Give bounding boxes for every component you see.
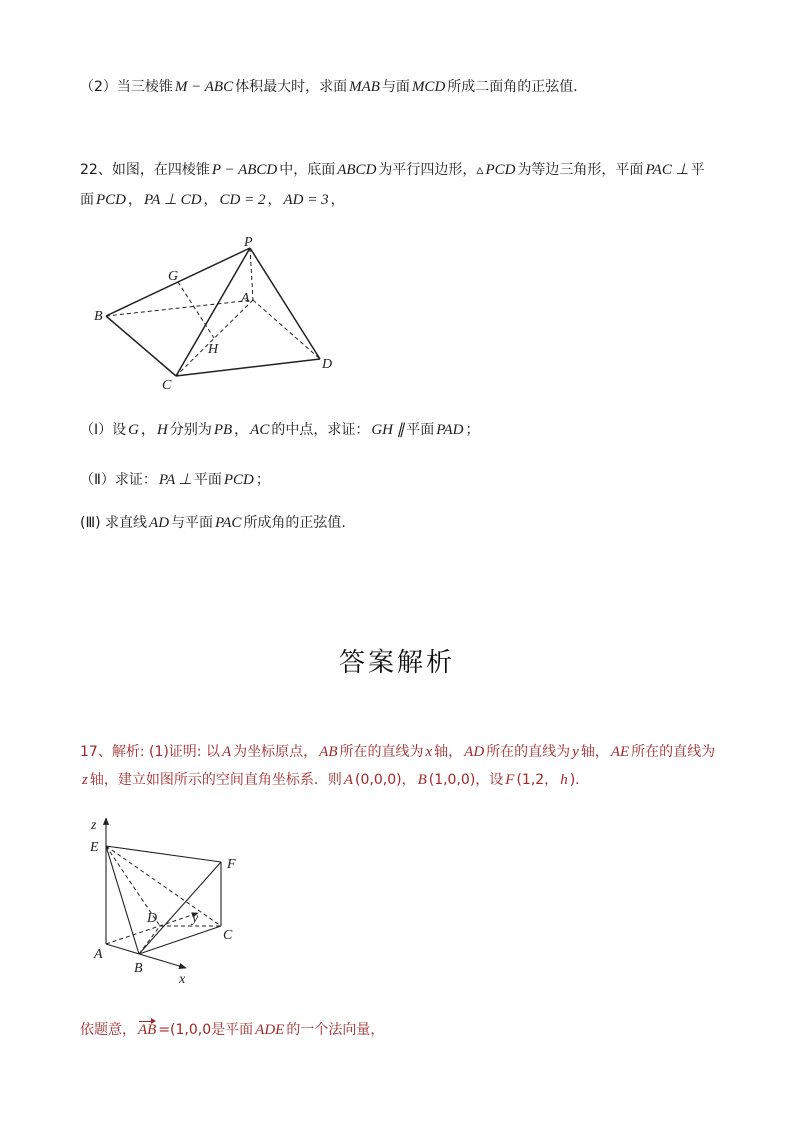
text-run: ，: [234, 422, 249, 438]
edge-pd: [250, 248, 320, 359]
text-run: 平面: [406, 422, 435, 438]
text-run: (Ⅲ) 求直线: [80, 515, 148, 531]
label-z: z: [91, 818, 97, 833]
text-run: ；: [255, 472, 270, 488]
text-run: 平: [690, 162, 705, 178]
math-expression: MCD: [411, 79, 446, 95]
q21-part2-text: [80, 77, 587, 97]
q22-part2-text: [80, 470, 270, 490]
vector-notation: AB: [138, 1022, 157, 1038]
text-run: 所在的直线为: [486, 744, 571, 760]
text-run: ▵: [476, 162, 484, 178]
text-run: 与面: [381, 79, 410, 95]
q22-part3-text: [80, 513, 346, 533]
label-b: B: [94, 309, 103, 324]
coordinate-figure: [85, 810, 255, 990]
text-run: 体积最大时，求面: [235, 79, 348, 95]
math-expression: ABCD: [337, 162, 377, 178]
math-expression: A: [343, 772, 354, 788]
math-expression: PCD: [485, 162, 516, 178]
text-run: 所成二面角的正弦值．: [447, 79, 588, 95]
q17-solution-line3: [80, 1020, 384, 1040]
text-run: (1,2，: [516, 772, 559, 788]
math-expression: F: [505, 772, 515, 788]
answer-section-title: 答案解析: [338, 648, 455, 678]
math-expression: CD = 2: [219, 192, 266, 208]
text-run: ，: [140, 422, 155, 438]
text-run: 为坐标原点，: [233, 744, 318, 760]
math-expression: PAC ⊥: [645, 162, 689, 178]
text-run: 依题意，: [80, 1022, 136, 1038]
label-x: x: [179, 972, 186, 987]
text-run: （Ⅰ）设: [80, 422, 127, 438]
text-run: 17、解析: (1)证明: 以: [80, 744, 220, 760]
math-expression: AD: [464, 744, 485, 760]
math-expression: PA ⊥: [158, 472, 192, 488]
q22-stem-line1: [80, 160, 705, 180]
label-y: y: [192, 911, 199, 926]
math-expression: AD: [149, 515, 170, 531]
math-expression: B: [417, 772, 427, 788]
edge-ac: [176, 300, 253, 376]
math-expression: PCD: [223, 472, 254, 488]
edge-ef: [106, 846, 221, 862]
label-e: E: [90, 840, 99, 855]
math-expression: PAD: [436, 422, 464, 438]
text-run: 22、如图，在四棱锥: [80, 162, 210, 178]
math-expression: h: [560, 772, 568, 788]
text-run: 所在的直线为: [631, 744, 716, 760]
pyramid-figure: [80, 225, 350, 395]
math-expression: AE: [610, 744, 630, 760]
edge-pa: [250, 248, 253, 300]
text-run: 与平面: [171, 515, 214, 531]
text-run: 所在的直线为: [339, 744, 424, 760]
q22-part1-text: [80, 420, 479, 440]
text-run: 的一个法向量，: [286, 1022, 385, 1038]
text-run: ，: [128, 192, 142, 208]
edge-bc: [106, 316, 176, 376]
math-expression: G: [128, 422, 139, 438]
math-expression: MAB: [349, 79, 380, 95]
text-run: （Ⅱ）求证：: [80, 472, 157, 488]
text-run: 的中点，求证：: [271, 422, 370, 438]
math-expression: ADE: [255, 1022, 285, 1038]
edge-ba: [106, 300, 253, 316]
text-run: 为平行四边形，: [378, 162, 477, 178]
text-run: 面: [80, 192, 94, 208]
math-expression: M − ABC: [174, 79, 234, 95]
label-h: H: [208, 342, 219, 357]
text-run: ，: [203, 192, 218, 208]
math-expression: PAC: [215, 515, 242, 531]
text-run: 轴，建立如图所示的空间直角坐标系．则: [89, 772, 342, 788]
text-run: 为等边三角形，平面: [517, 162, 644, 178]
label-a: A: [94, 947, 103, 962]
text-run: 中，底面: [279, 162, 336, 178]
math-expression: P − ABCD: [211, 162, 278, 178]
math-expression: PA ⊥ CD: [144, 192, 202, 208]
label-d: D: [322, 357, 333, 372]
text-run: ).: [569, 772, 580, 788]
text-run: ；: [465, 422, 480, 438]
text-run: 平面: [193, 472, 222, 488]
math-expression: H: [156, 422, 168, 438]
label-f: F: [227, 857, 236, 872]
label-d: D: [147, 911, 158, 926]
label-g: G: [168, 269, 179, 284]
math-expression: z: [82, 772, 88, 788]
label-c: C: [162, 378, 172, 393]
text-run: 轴，: [580, 744, 609, 760]
text-run: (0,0,0)，: [355, 772, 416, 788]
label-a: A: [241, 291, 250, 306]
math-expression: PCD: [96, 192, 126, 208]
label-b: B: [134, 961, 143, 976]
x-axis: [106, 944, 186, 968]
math-expression: PB: [213, 422, 233, 438]
math-expression: AD = 3: [283, 192, 329, 208]
text-run: =(1,0,0是平面: [158, 1022, 254, 1038]
math-expression: A: [221, 744, 232, 760]
segment-gh: [178, 282, 214, 338]
math-expression: x: [425, 744, 433, 760]
math-expression: GH ∥: [371, 422, 405, 438]
q17-solution-line2: [80, 770, 580, 790]
label-c: C: [223, 928, 233, 943]
text-run: 所成角的正弦值.: [243, 515, 346, 531]
q17-solution-line1: [80, 742, 715, 762]
text-run: （2）当三棱锥: [80, 79, 173, 95]
text-run: (1,0,0)，设: [428, 772, 504, 788]
text-run: 轴，: [434, 744, 463, 760]
math-expression: y: [572, 744, 579, 760]
math-expression: AC: [250, 422, 270, 438]
edge-cd: [176, 359, 320, 376]
edge-eb: [106, 846, 139, 954]
text-run: ，: [267, 192, 282, 208]
math-expression: AB: [319, 744, 338, 760]
edge-ec: [106, 846, 221, 926]
edge-ad: [253, 300, 320, 359]
label-p: P: [244, 235, 253, 250]
text-run: 分别为: [169, 422, 212, 438]
q22-stem-line2: [80, 190, 345, 210]
text-run: ，: [330, 192, 345, 208]
